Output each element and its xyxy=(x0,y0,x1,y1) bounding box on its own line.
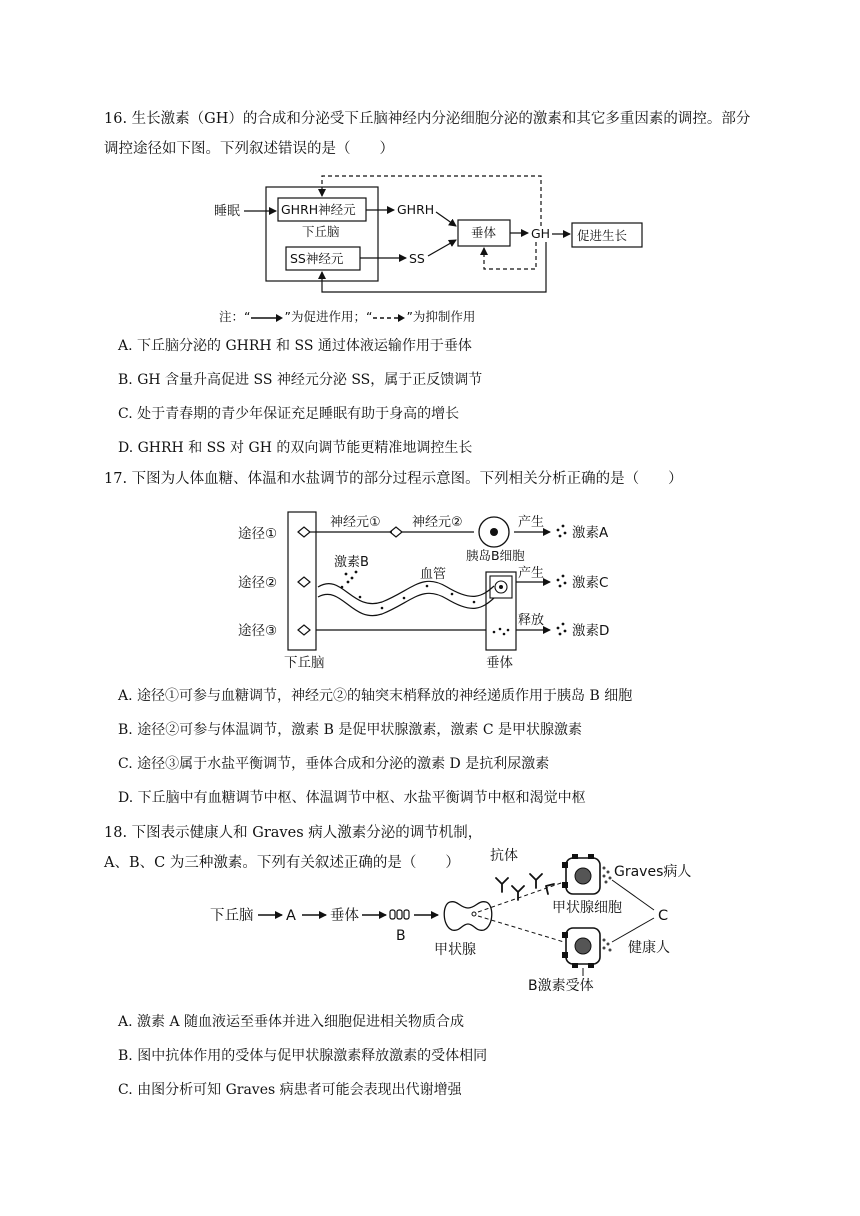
gh-label: GH xyxy=(531,226,551,241)
hormone-c-label-18: C xyxy=(658,908,669,924)
pituitary-label-17: 垂体 xyxy=(486,655,513,671)
hormone-a-label-18: A xyxy=(286,908,296,924)
growth-label: 促进生长 xyxy=(577,228,628,243)
graves-label: Graves病人 xyxy=(614,864,692,880)
path1-label: 途径① xyxy=(238,526,278,542)
receptor-label: B激素受体 xyxy=(528,978,594,994)
pituitary-label: 垂体 xyxy=(471,225,497,240)
q17-option-b: B. 途径②可参与体温调节，激素 B 是促甲状腺激素，激素 C 是甲状腺激素 xyxy=(118,722,582,738)
ss-label: SS xyxy=(409,251,425,266)
vessel-label: 血管 xyxy=(420,567,447,582)
islet-label: 胰岛B细胞 xyxy=(466,548,525,563)
q16-option-c: C. 处于青春期的青少年保证充足睡眠有助于身高的增长 xyxy=(118,406,460,422)
hormone-a-label: 激素A xyxy=(572,525,609,541)
thyroid-cell-label: 甲状腺细胞 xyxy=(552,900,622,916)
q18-stem: 18. 下图表示健康人和 Graves 病人激素分泌的调节机制，A、B、C 为三种激素。下列有关叙述正确的是（ ） xyxy=(104,825,483,871)
produce1-label: 产生 xyxy=(518,515,545,530)
q16-option-b: B. GH 含量升高促进 SS 神经元分泌 SS，属于正反馈调节 xyxy=(118,372,483,388)
antibody-label: 抗体 xyxy=(490,848,518,864)
hormone-d-label: 激素D xyxy=(572,623,610,639)
produce2-label: 产生 xyxy=(518,566,545,581)
pituitary-label-18: 垂体 xyxy=(330,908,359,924)
q16-stem: 16. 生长激素（GH）的合成和分泌受下丘脑神经内分泌细胞分泌的激素和其它多重因素的调控。部分调控途径如下图。下列叙述错误的是（ ） xyxy=(104,111,751,157)
neuron1-label: 神经元① xyxy=(330,515,381,530)
path3-label: 途径③ xyxy=(238,623,278,639)
hypothalamus-label-17: 下丘脑 xyxy=(284,655,325,671)
healthy-label: 健康人 xyxy=(628,940,670,956)
hormone-b-label-18: B xyxy=(396,928,406,944)
q17-diagram xyxy=(232,502,652,672)
q17-stem: 17. 下图为人体血糖、体温和水盐调节的部分过程示意图。下列相关分析正确的是（ ） xyxy=(104,471,683,487)
q18-option-b: B. 图中抗体作用的受体与促甲状腺激素释放激素的受体相同 xyxy=(118,1048,488,1064)
q18-diagram xyxy=(206,842,706,1002)
hormone-c-label: 激素C xyxy=(572,575,609,591)
q18-option-a: A. 激素 A 随血液运至垂体并进入细胞促进相关物质合成 xyxy=(118,1014,465,1030)
hypothalamus-label-18: 下丘脑 xyxy=(210,908,254,924)
ghrh-neuron-label: GHRH神经元 xyxy=(281,202,356,217)
hypothalamus-label: 下丘脑 xyxy=(302,224,340,239)
thyroid-label: 甲状腺 xyxy=(434,942,476,958)
q16-option-d: D. GHRH 和 SS 对 GH 的双向调节能更精准地调控生长 xyxy=(118,440,473,456)
q17-option-c: C. 途径③属于水盐平衡调节，垂体合成和分泌的激素 D 是抗利尿激素 xyxy=(118,756,550,772)
q18-option-c: C. 由图分析可知 Graves 病患者可能会表现出代谢增强 xyxy=(118,1082,462,1098)
ghrh-label: GHRH xyxy=(397,202,435,217)
hormone-b-label: 激素B xyxy=(334,555,369,570)
path2-label: 途径② xyxy=(238,575,278,591)
q16-legend-note: 注：“ ”为促进作用；“ ”为抑制作用 xyxy=(219,309,476,324)
sleep-label: 睡眠 xyxy=(214,204,241,219)
q17-option-d: D. 下丘脑中有血糖调节中枢、体温调节中枢、水盐平衡调节中枢和渴觉中枢 xyxy=(118,790,586,806)
q16-option-a: A. 下丘脑分泌的 GHRH 和 SS 通过体液运输作用于垂体 xyxy=(118,338,472,354)
q16-diagram xyxy=(210,168,660,298)
q17-option-a: A. 途径①可参与血糖调节，神经元②的轴突末梢释放的神经递质作用于胰岛 B 细胞 xyxy=(118,688,633,704)
ss-neuron-label: SS神经元 xyxy=(290,251,344,266)
release-label: 释放 xyxy=(518,613,545,628)
neuron2-label: 神经元② xyxy=(412,515,463,530)
